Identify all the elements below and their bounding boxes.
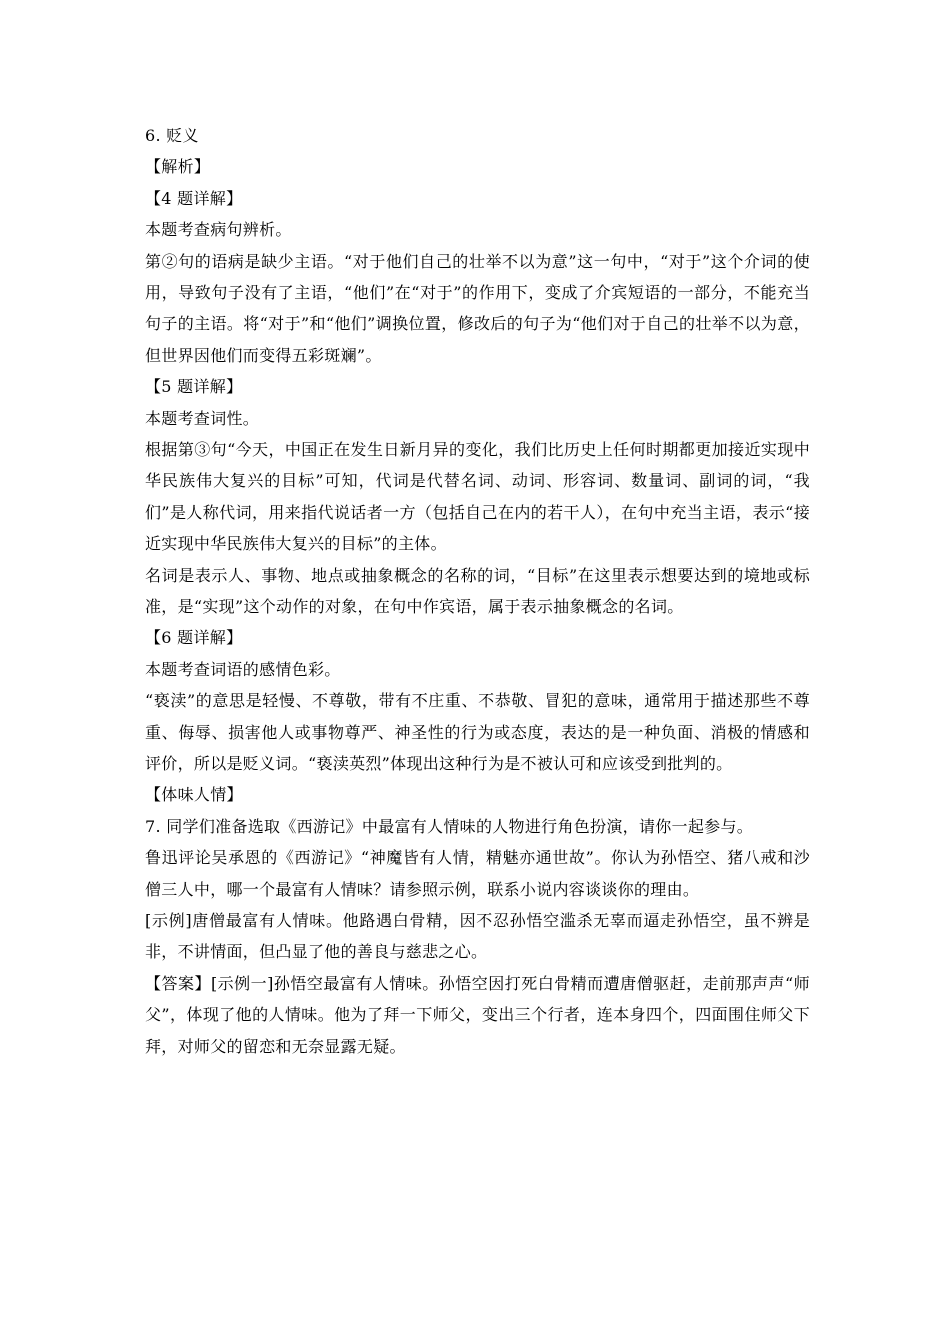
- q6-answer: 6. 贬义: [145, 126, 199, 145]
- q5-intro: 本题考查词性。: [145, 408, 260, 428]
- q7-answer: [示例一]孙悟空最富有人情味。孙悟空因打死白骨精而遭唐僧驱赶，走前那声声“师父”，体现了他的人情味。他为了拜一下师父，变出三个行者，连本身四个，四面围住师父下拜，对师父的留恋和无奈显露无疑。: [145, 973, 810, 1056]
- section-label: 【体味人情】: [145, 785, 243, 805]
- q7-question: 7. 同学们准备选取《西游记》中最富有人情味的人物进行角色扮演，请你一起参与。: [145, 816, 754, 836]
- q5-heading: 【5 题详解】: [145, 377, 243, 397]
- q5-body-1: 根据第③句“今天，中国正在发生日新月异的变化，我们比历史上任何时期都更加接近实现中华民族伟大复兴的目标”可知，代词是代替名词、动词、形容词、数量词、副词的词，“我们”是人称代词，用来指代说话者一方（包括自己在内的若干人），在句中充当主语，表示“接近实现中华民族伟大复兴的目标”的主体。: [145, 439, 810, 554]
- answer-label: 【答案】: [145, 973, 211, 993]
- q5-body-2: 名词是表示人、事物、地点或抽象概念的名称的词，“目标”在这里表示想要达到的境地或标准，是“实现”这个动作的对象，在句中作宾语，属于表示抽象概念的名词。: [145, 565, 810, 616]
- document-page: [145, 120, 810, 1062]
- q7-prompt: 鲁迅评论吴承恩的《西游记》“神魔皆有人情，精魅亦通世故”。你认为孙悟空、猪八戒和沙僧三人中，哪一个最富有人情味？请参照示例，联系小说内容谈谈你的理由。: [145, 848, 810, 899]
- q7-answer-block: [145, 968, 810, 1062]
- q4-intro: 本题考查病句辨析。: [145, 220, 292, 240]
- q6-intro: 本题考查词语的感情色彩。: [145, 659, 341, 679]
- q4-body: 第②句的语病是缺少主语。“对于他们自己的壮举不以为意”这一句中，“对于”这个介词的使用，导致句子没有了主语，“他们”在“对于”的作用下，变成了介宾短语的一部分，不能充当句子的主语。将“对于”和“他们”调换位置，修改后的句子为“他们对于自己的壮举不以为意，但世界因他们而变得五彩斑斓”。: [145, 251, 810, 365]
- q6-heading: 【6 题详解】: [145, 628, 243, 648]
- q6-body: “亵渎”的意思是轻慢、不尊敬，带有不庄重、不恭敬、冒犯的意味，通常用于描述那些不尊重、侮辱、损害他人或事物尊严、神圣性的行为或态度，表达的是一种负面、消极的情感和评价，所以是贬义词。“亵渎英烈”体现出这种行为是不被认可和应该受到批判的。: [145, 691, 810, 773]
- q4-heading: 【4 题详解】: [145, 188, 243, 208]
- q7-example: [示例]唐僧最富有人情味。他路遇白骨精，因不忍孙悟空滥杀无辜而逼走孙悟空，虽不辨是非，不讲情面，但凸显了他的善良与慈悲之心。: [145, 911, 810, 962]
- analysis-label: 【解析】: [145, 157, 211, 177]
